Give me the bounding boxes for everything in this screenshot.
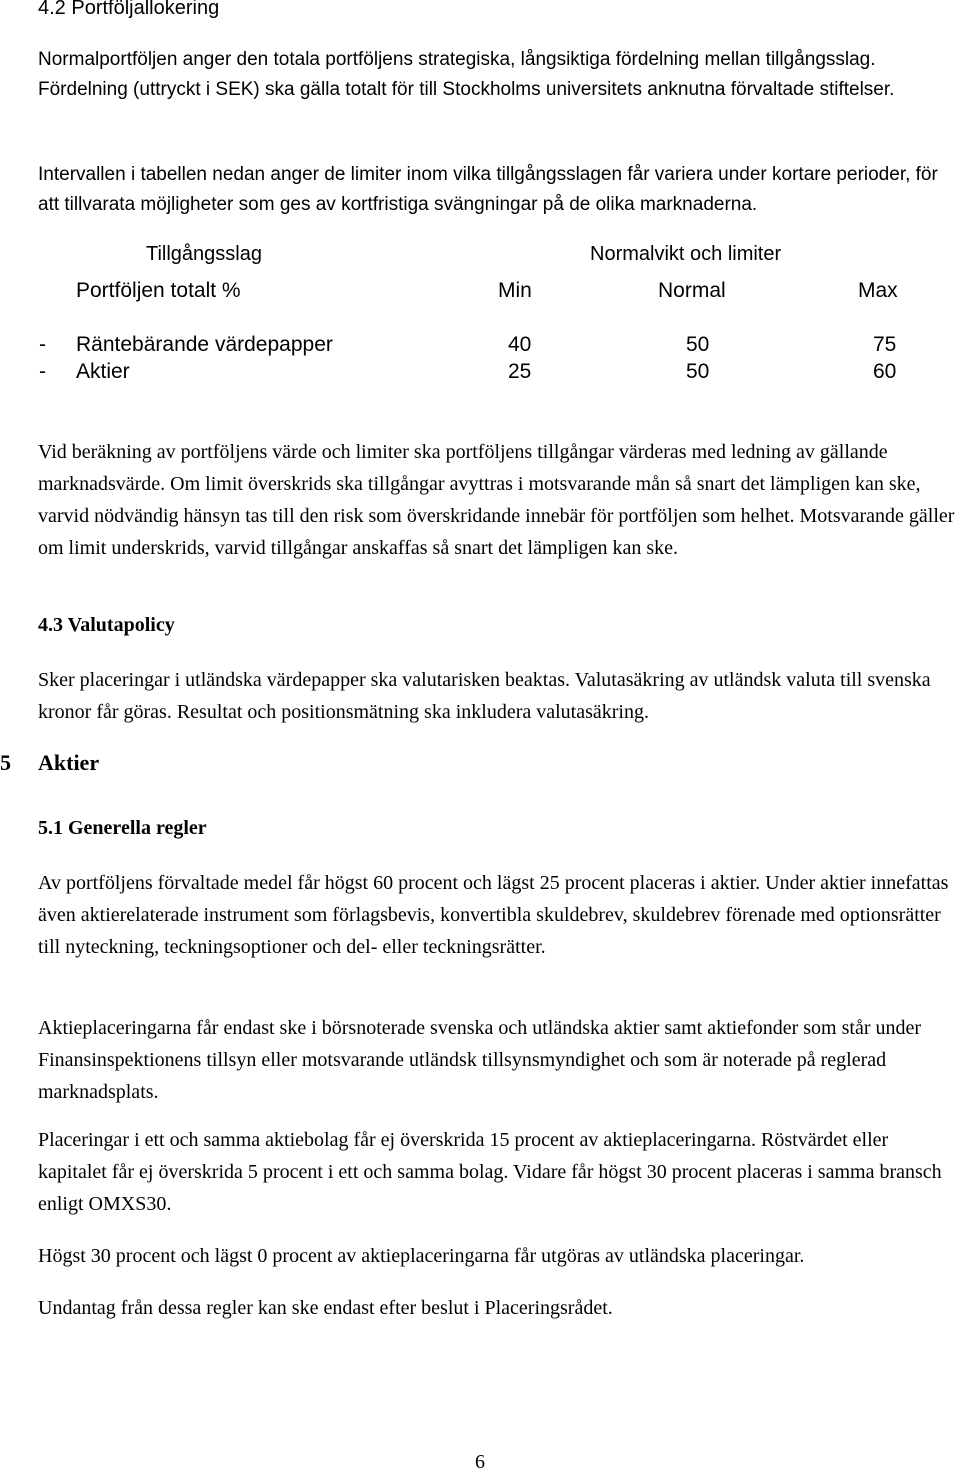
paragraph-intervaller: Intervallen i tabellen nedan anger de limiter inom vilka tillgångsslagen får variera under kortare perioder, för att tillvarata möjligheter som ges av kortfristiga svängningar på de olika marknaderna. [38,164,938,215]
section-heading-4-3: 4.3 Valutapolicy [38,614,175,636]
row-max: 60 [873,360,897,383]
row-asset-name: Räntebärande värdepapper [76,333,333,356]
paragraph-utlandska: Högst 30 procent och lägst 0 procent av aktieplaceringarna får utgöras av utländska placeringar. [38,1245,805,1267]
paragraph-normalportfolj: Normalportföljen anger den totala portföljens strategiska, långsiktiga fördelning mellan tillgångsslag. Fördelning (uttryckt i SEK) ska gälla totalt för till Stockholms universitets anknutna förvaltade stiftelser. [38,49,895,100]
row-min: 25 [508,360,532,383]
row-min: 40 [508,333,532,356]
row-normal: 50 [686,360,710,383]
section-heading-5-1: 5.1 Generella regler [38,817,207,839]
row-dash: - [39,360,46,383]
paragraph-borsnoterade: Aktieplaceringarna får endast ske i börsnoterade svenska och utländska aktier samt aktiefonder som står under Finansinspektionens tillsyn eller motsvarande utländsk tillsynsmyndighet och som är noterade på reglerad marknadsplats. [38,1017,922,1103]
row-dash: - [39,333,46,356]
table-col-max: Max [858,279,898,302]
row-max: 75 [873,333,897,356]
row-normal: 50 [686,333,710,356]
table-col-min: Min [498,279,532,302]
chapter-title: Aktier [38,750,100,775]
paragraph-vardering: Vid beräkning av portföljens värde och limiter ska portföljens tillgångar värderas med ledning av gällande marknadsvärde. Om limit överskrids ska tillgångar avyttras i motsvarande mån så snart det lämpligen kan ske, varvid nödvändig hänsyn tas till den risk som överskridande innebär för portföljen som helhet. Motsvarande gäller om limit underskrids, varvid tillgångar anskaffas så snart det lämpligen kan ske. [38,441,955,559]
table-col-normal: Normal [658,279,726,302]
section-heading-4-2: 4.2 Portföljallokering [38,0,220,19]
row-asset-name: Aktier [76,360,130,383]
table-header-weights: Normalvikt och limiter [590,243,782,265]
paragraph-aktiebolag-limit: Placeringar i ett och samma aktiebolag får ej överskrida 15 procent av aktieplaceringarna. Röstvärdet eller kapitalet får ej överskrida 5 procent i ett och samma bolag. Vidare får högst 30 procent placeras i samma bransch enligt OMXS30. [38,1129,942,1215]
paragraph-valutapolicy: Sker placeringar i utländska värdepapper ska valutarisken beaktas. Valutasäkring av utländsk valuta till svenska kronor får göras. Resultat och positionsmätning ska inkludera valutasäkring. [38,669,931,723]
table-col-label: Portföljen totalt % [76,279,241,302]
chapter-number: 5 [0,750,11,775]
table-header-asset-class: Tillgångsslag [146,243,262,265]
page-number: 6 [475,1451,485,1473]
paragraph-aktieandel: Av portföljens förvaltade medel får högst 60 procent och lägst 25 procent placeras i aktier. Under aktier innefattas även aktierelaterade instrument som förlagsbevis, konvertibla skuldebrev, skuldebrev förenade med optionsrätter till nyteckning, teckningsoptioner och del- eller teckningsrätter. [38,872,949,958]
paragraph-undantag: Undantag från dessa regler kan ske endast efter beslut i Placeringsrådet. [38,1297,613,1319]
